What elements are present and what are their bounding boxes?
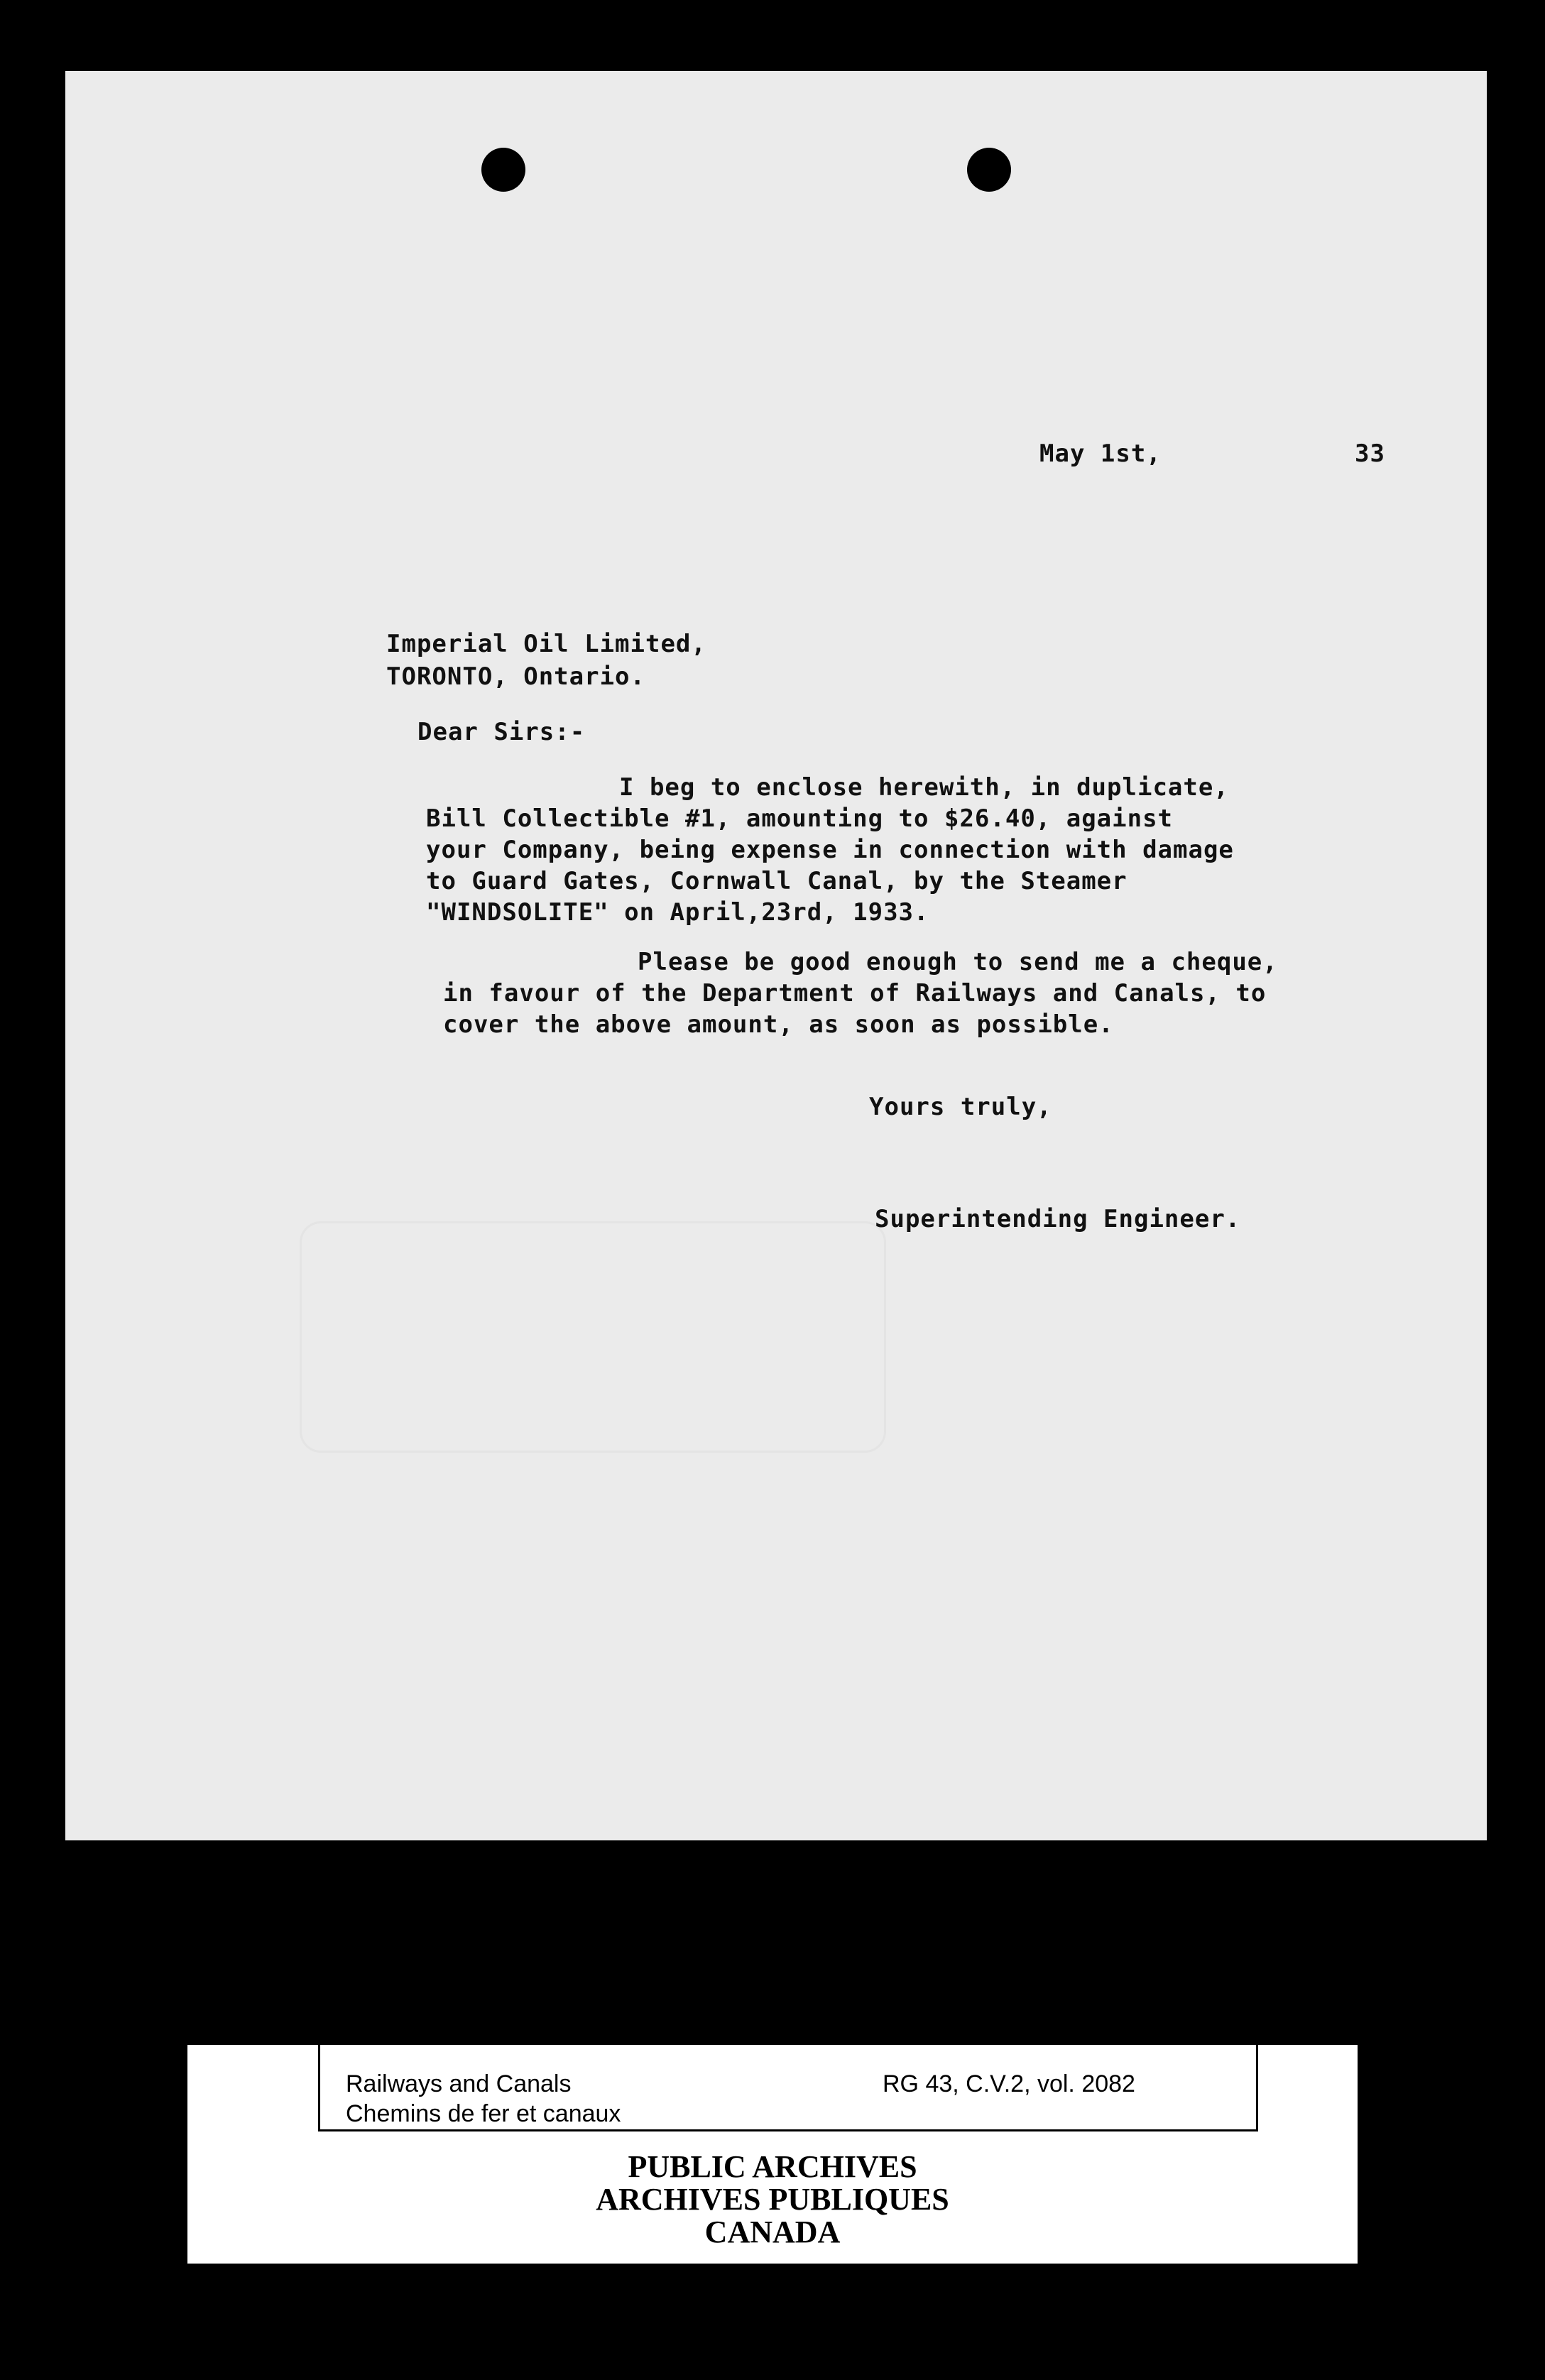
paragraph-2-line-3: cover the above amount, as soon as possible. (443, 1010, 1114, 1039)
document-page (65, 71, 1487, 1840)
paragraph-1-line-5: "WINDSOLITE" on April,23rd, 1933. (426, 898, 929, 927)
closing: Yours truly, (869, 1093, 1052, 1121)
salutation: Dear Sirs:- (417, 718, 586, 746)
punch-hole-right (967, 148, 1011, 192)
fonds-name-french: Chemins de fer et canaux (346, 2100, 621, 2127)
paragraph-1-line-4: to Guard Gates, Cornwall Canal, by the Steamer (426, 867, 1128, 895)
faint-stamp-impression (300, 1221, 886, 1453)
paragraph-2-line-1: Please be good enough to send me a cheque, (638, 948, 1278, 976)
paragraph-2-line-2: in favour of the Department of Railways and Canals, to (443, 979, 1267, 1008)
paragraph-1-line-1: I beg to enclose herewith, in duplicate, (619, 773, 1229, 802)
archive-label-panel (187, 2045, 1358, 2264)
fonds-name-english: Railways and Canals (346, 2070, 572, 2097)
recipient-name: Imperial Oil Limited, (386, 630, 706, 658)
archive-title-country: CANADA (704, 2215, 841, 2249)
letter-date: May 1st, (1039, 440, 1162, 468)
paragraph-1-line-3: your Company, being expense in connection with damage (426, 836, 1234, 864)
punch-hole-left (481, 148, 525, 192)
archive-title-english: PUBLIC ARCHIVES (628, 2149, 917, 2184)
archive-reference-number: RG 43, C.V.2, vol. 2082 (883, 2070, 1135, 2097)
letter-year: 33 (1355, 440, 1385, 468)
paragraph-1-line-2: Bill Collectible #1, amounting to $26.40, against (426, 804, 1174, 833)
archive-reference-box (318, 2045, 1258, 2131)
signature-title: Superintending Engineer. (875, 1205, 1241, 1233)
recipient-city: TORONTO, Ontario. (386, 662, 645, 691)
archive-title-french: ARCHIVES PUBLIQUES (596, 2182, 949, 2217)
